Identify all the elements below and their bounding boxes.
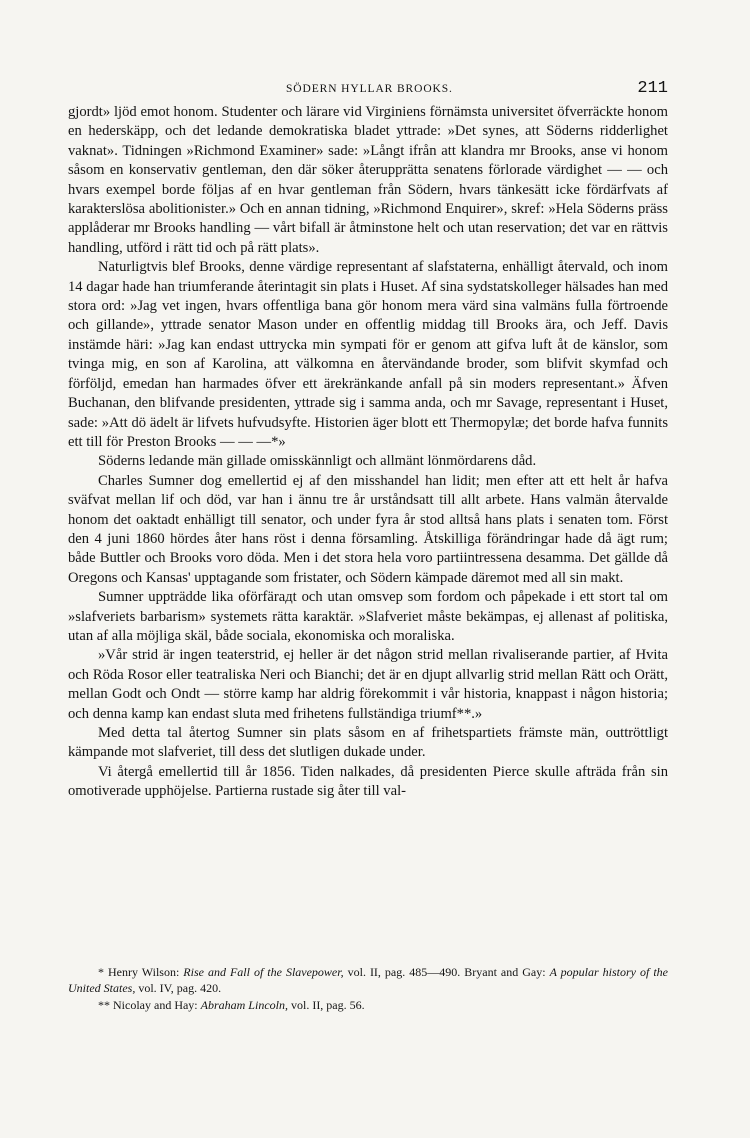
running-title: SÖDERN HYLLAR BROOKS. [286,83,453,95]
footnote-1 [68,964,668,997]
paragraph: Vi återgå emellertid till år 1856. Tiden nalkades, då presidenten Pierce skulle afträda från sin omotiverade upphöjelse. Partierna rustade sig åter till val- [68,763,668,800]
paragraph: Med detta tal återtog Sumner sin plats såsom en af frihetspartiets främste män, outtröttligt kämpande mot slafveriet, till dess det slutligen dukade under. [68,725,668,761]
footnote-1-title: Rise and Fall of the Slavepower, [183,965,344,979]
body-text [68,103,668,802]
paragraph-quote: »Vår strid är ingen teaterstrid, ej heller är det någon strid mellan rivaliserande partier, af Hvita och Röda Rosor eller teatraliska Neri och Bianchi; det är en djupt allvarlig strid mellan Rätt och Orätt, mellan Godt och Ondt — större kamp har aldrig förekommit i vår historia, knappast i någon historia; och denna kamp kan endast sluta med frihetens fullständiga triumf**.» [68,647,668,722]
paragraph: Söderns ledande män gillade omisskännligt och allmänt lönmördarens dåd. [98,453,537,470]
footnotes [68,964,668,1013]
footnote-2-suffix: vol. II, pag. 56. [287,997,365,1012]
paragraph: Naturligtvis blef Brooks, denne värdige representant af slafstaterna, enhälligt återvald, och inom 14 dagar hade han triumferande återintagit sin plats i Huset. Af sina sydstatskolleger hälsades han med stora ord: »Jag vet ingen, hvars offentliga bana gör honom mera värd sina valmäns fulla förtroende och gillande», yttrade senator Mason under en offentlig middag till Brooks ära, och Jeff. Davis instämde häri: »Jag kan endast uttrycka min sympati för er genom att gifva luft åt de känslor, som tvinga mig, en son af Karolina, att välkomna en återvändande broder, som blifvit skymfad och förföljd, emedan han harmades öfver ett ärekränkande anfall på sin moders representant.» Äfven Buchanan, den blifvande presidenten, yttrade sig i samma anda, och mr Savage, representant i Huset, sade: »Att dö ädelt är lifvets hufvudsyfte. Historien äger blott ett Thermopylæ; det borde hafva funnits ett till för Preston Brooks — — —*» [68,259,668,450]
paragraph: Charles Sumner dog emellertid ej af den misshandel han lidit; men efter att ett helt år hafva sväfvat mellan lif och död, var han i ännu tre år urståndsatt till allt arbete. Hans valmän återvalde honom det oaktadt enhälligt till senator, och under fyra år stod alltså hans plats i senaten tom. Först den 4 juni 1860 hördes åter hans röst i denna församling. Åtskilliga förändringar hade då ägt rum; både Buttler och Brooks voro döda. Men i det stora hela voro partiintressena desamma. Det gällde då Oregons och Kansas' upptagande som fristater, och Södern kämpade däremot med all sin makt. [68,472,668,586]
footnote-1-prefix: * Henry Wilson: [98,965,184,979]
page-header [68,79,668,103]
footnote-2-title: Abraham Lincoln, [200,997,288,1012]
footnote-2-prefix: ** Nicolay and Hay: [98,997,201,1012]
paragraph: Sumner uppträdde lika oförfärадt och utan omsvep som fordom och påpekade i ett stort tal om »slafveriets barbarism» systemets rätta karaktär. »Slafveriet måste bekämpas, ej allenast af politiska, utan af alla möjliga skäl, både sociala, ekonomiska och moraliska. [68,589,668,644]
paragraph-continued: gjordt» ljöd emot honom. Studenter och lärare vid Virginiens förnämsta universitet öfverräckte honom en hederskäpp, och det ledande demokratiska bladet yttrade: »Det synes, att Söderns ridderlighet vaknat». Tidningen »Richmond Examiner» sade: »Långt ifrån att klandra mr Brooks, anse vi honom såsom en konservativ gentleman, den där söker återupprätta senatens förlorade värdighet — — och hvars exempel borde följas af en hvar gentleman från Södern, hvars tänkesätt icke fördärfvats af karakterslösa abolitionister.» Och en annan tidning, »Richmond Enquirer», skref: »Hela Söderns präss applåderar mr Brooks handling — vårt bifall är åtminstone helt och utan reservation; det var en rättvis handling, utförd i rätt tid och på rätt plats». [68,104,668,256]
footnote-1-title-2: A popular history of the United States, [68,965,669,996]
footnote-1-mid: vol. II, pag. 485—490. Bryant and Gay: [343,965,550,979]
footnote-2 [68,997,668,1013]
footnote-1-suffix: vol. IV, pag. 420. [135,981,222,996]
page-number: 211 [637,79,668,98]
